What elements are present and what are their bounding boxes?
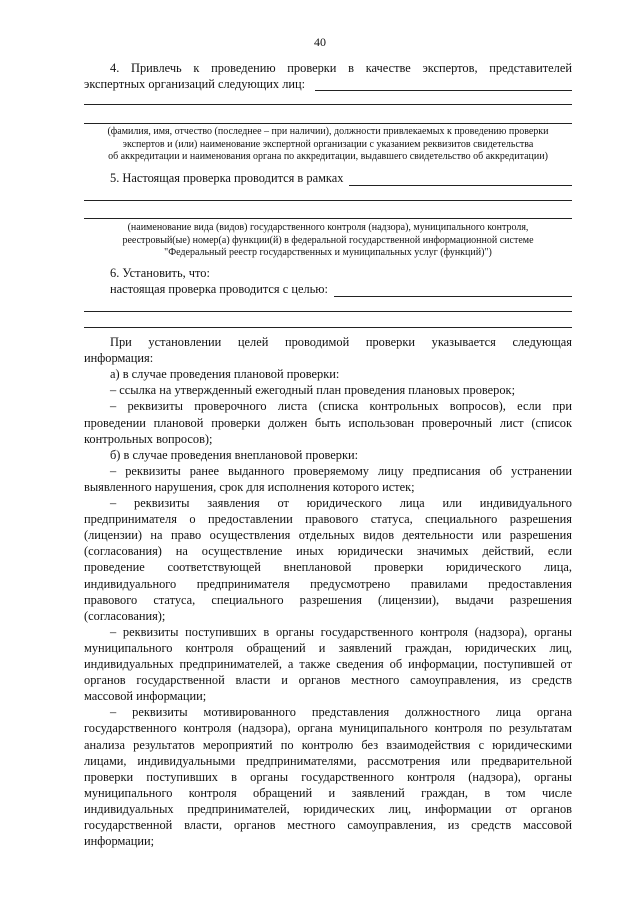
body-line: лицами, индивидуальными предпринимателями, рассмотрения или предварительной bbox=[84, 753, 572, 768]
body-line: муниципального контроля обращений и заявлений граждан, юридических лиц, bbox=[84, 640, 572, 655]
body-line: а) в случае проведения плановой проверки: bbox=[110, 367, 340, 382]
item4-caption-line: об аккредитации и наименования органа по аккредитации, выдавшего свидетельство об аккредитации) bbox=[108, 151, 548, 162]
body-line: проверки поступивших в органы государственного контроля (надзора), органы bbox=[84, 769, 572, 784]
body-line: индивидуальных предпринимателей, юридических лиц, информации от органов bbox=[84, 801, 572, 816]
item4-fill-line-1 bbox=[315, 90, 572, 91]
body-line: контрольных вопросов); bbox=[84, 431, 213, 446]
body-line: муниципального контроля обращений и заявлений граждан, в том числе bbox=[84, 785, 572, 800]
item4-caption bbox=[84, 126, 572, 164]
item5-line1-row bbox=[84, 170, 572, 186]
body-line: проведении плановой проверки должен быть использован проверочный лист (список bbox=[84, 415, 572, 430]
body-line: (согласования) на осуществление иных юридически значимых действий, если bbox=[84, 544, 572, 559]
body-line: – реквизиты заявления от юридического лица или индивидуального bbox=[110, 496, 572, 510]
body-line: б) в случае проведения внеплановой проверки: bbox=[110, 447, 359, 462]
body-line: правового статуса, специального разрешения (лицензии), выдачи разрешения bbox=[84, 592, 572, 607]
item4-caption-line: экспертов и (или) наименование экспертной организации с указанием реквизитов свидетельства bbox=[122, 138, 534, 150]
item5-caption bbox=[84, 222, 572, 260]
item5-line1: 5. Настоящая проверка проводится в рамках bbox=[110, 171, 344, 185]
item5-caption-line: "Федеральный реестр государственных и муниципальных услуг (функций)") bbox=[164, 247, 492, 258]
item5-fill-line-2 bbox=[84, 200, 572, 201]
item4-caption-line: (фамилия, имя, отчество (последнее – при наличии), должности привлекаемых к проведению проверки bbox=[107, 126, 549, 137]
body-line: индивидуального предпринимателя предусмотрено правилами предоставления bbox=[84, 576, 572, 591]
body-line: проведение соответствующей внеплановой проверки юридического лица, bbox=[84, 560, 572, 575]
body-line: анализа результатов мероприятий по контролю без взаимодействия с юридическими bbox=[84, 737, 572, 752]
body-line: (согласования); bbox=[84, 608, 166, 623]
item4-fill-line-3 bbox=[84, 123, 572, 124]
body-line: органов государственной власти и органов местного самоуправления, из средств bbox=[84, 673, 572, 688]
body-line: государственной власти, органов местного самоуправления, из средств массовой bbox=[84, 818, 572, 832]
body-line: – реквизиты ранее выданного проверяемому лицу предписания об устранении bbox=[110, 463, 572, 478]
item5-caption-line: реестровый(ые) номер(а) функции(й) в федеральной государственной информационной системе bbox=[122, 234, 534, 246]
body-line: государственного контроля (надзора), органа муниципального контроля по результатам bbox=[84, 721, 572, 736]
item4-line1: 4. Привлечь к проведению проверки в качестве экспертов, представителей bbox=[110, 61, 572, 75]
item5-fill-line-inline bbox=[349, 173, 572, 186]
item6-line2: настоящая проверка проводится с целью: bbox=[110, 282, 328, 296]
body-line: – реквизиты проверочного листа (списка контрольных вопросов), если при bbox=[110, 399, 572, 414]
item6-line1: 6. Установить, что: bbox=[110, 266, 210, 280]
item5-caption-line: (наименование вида (видов) государственного контроля (надзора), муниципального контроля, bbox=[127, 222, 529, 233]
body-line: (лицензии) на право осуществления отдельных видов деятельности или разрешения bbox=[84, 528, 572, 543]
item5-fill-line-3 bbox=[84, 218, 572, 219]
body-line: информация: bbox=[84, 351, 154, 366]
item6-fill-line-inline bbox=[334, 284, 572, 297]
body-line: – реквизиты мотивированного представления должностного лица органа bbox=[110, 705, 572, 720]
body-line: массовой информации; bbox=[84, 689, 207, 704]
item6-fill-line-2 bbox=[84, 311, 572, 312]
item4-line2: экспертных организаций следующих лиц: bbox=[84, 77, 306, 91]
body-line: индивидуальных предпринимателей, а также сведения об информации, поступившей от bbox=[84, 657, 572, 671]
body-line: информации; bbox=[84, 834, 155, 849]
page-number: 40 bbox=[314, 35, 326, 49]
body-line: предпринимателя о предоставлении правового статуса, специального разрешения bbox=[84, 512, 572, 527]
item6-line2-row bbox=[84, 281, 572, 297]
body-line: При установлении целей проводимой проверки указывается следующая bbox=[110, 335, 572, 349]
item6-fill-line-3 bbox=[84, 327, 572, 328]
body-line: – реквизиты поступивших в органы государственного контроля (надзора), органы bbox=[110, 624, 572, 639]
body-line: выявленного нарушения, срок для исполнения которого истек; bbox=[84, 479, 415, 494]
item4-fill-line-2 bbox=[84, 104, 572, 105]
body-line: – ссылка на утвержденный ежегодный план проведения плановых проверок; bbox=[110, 383, 516, 398]
